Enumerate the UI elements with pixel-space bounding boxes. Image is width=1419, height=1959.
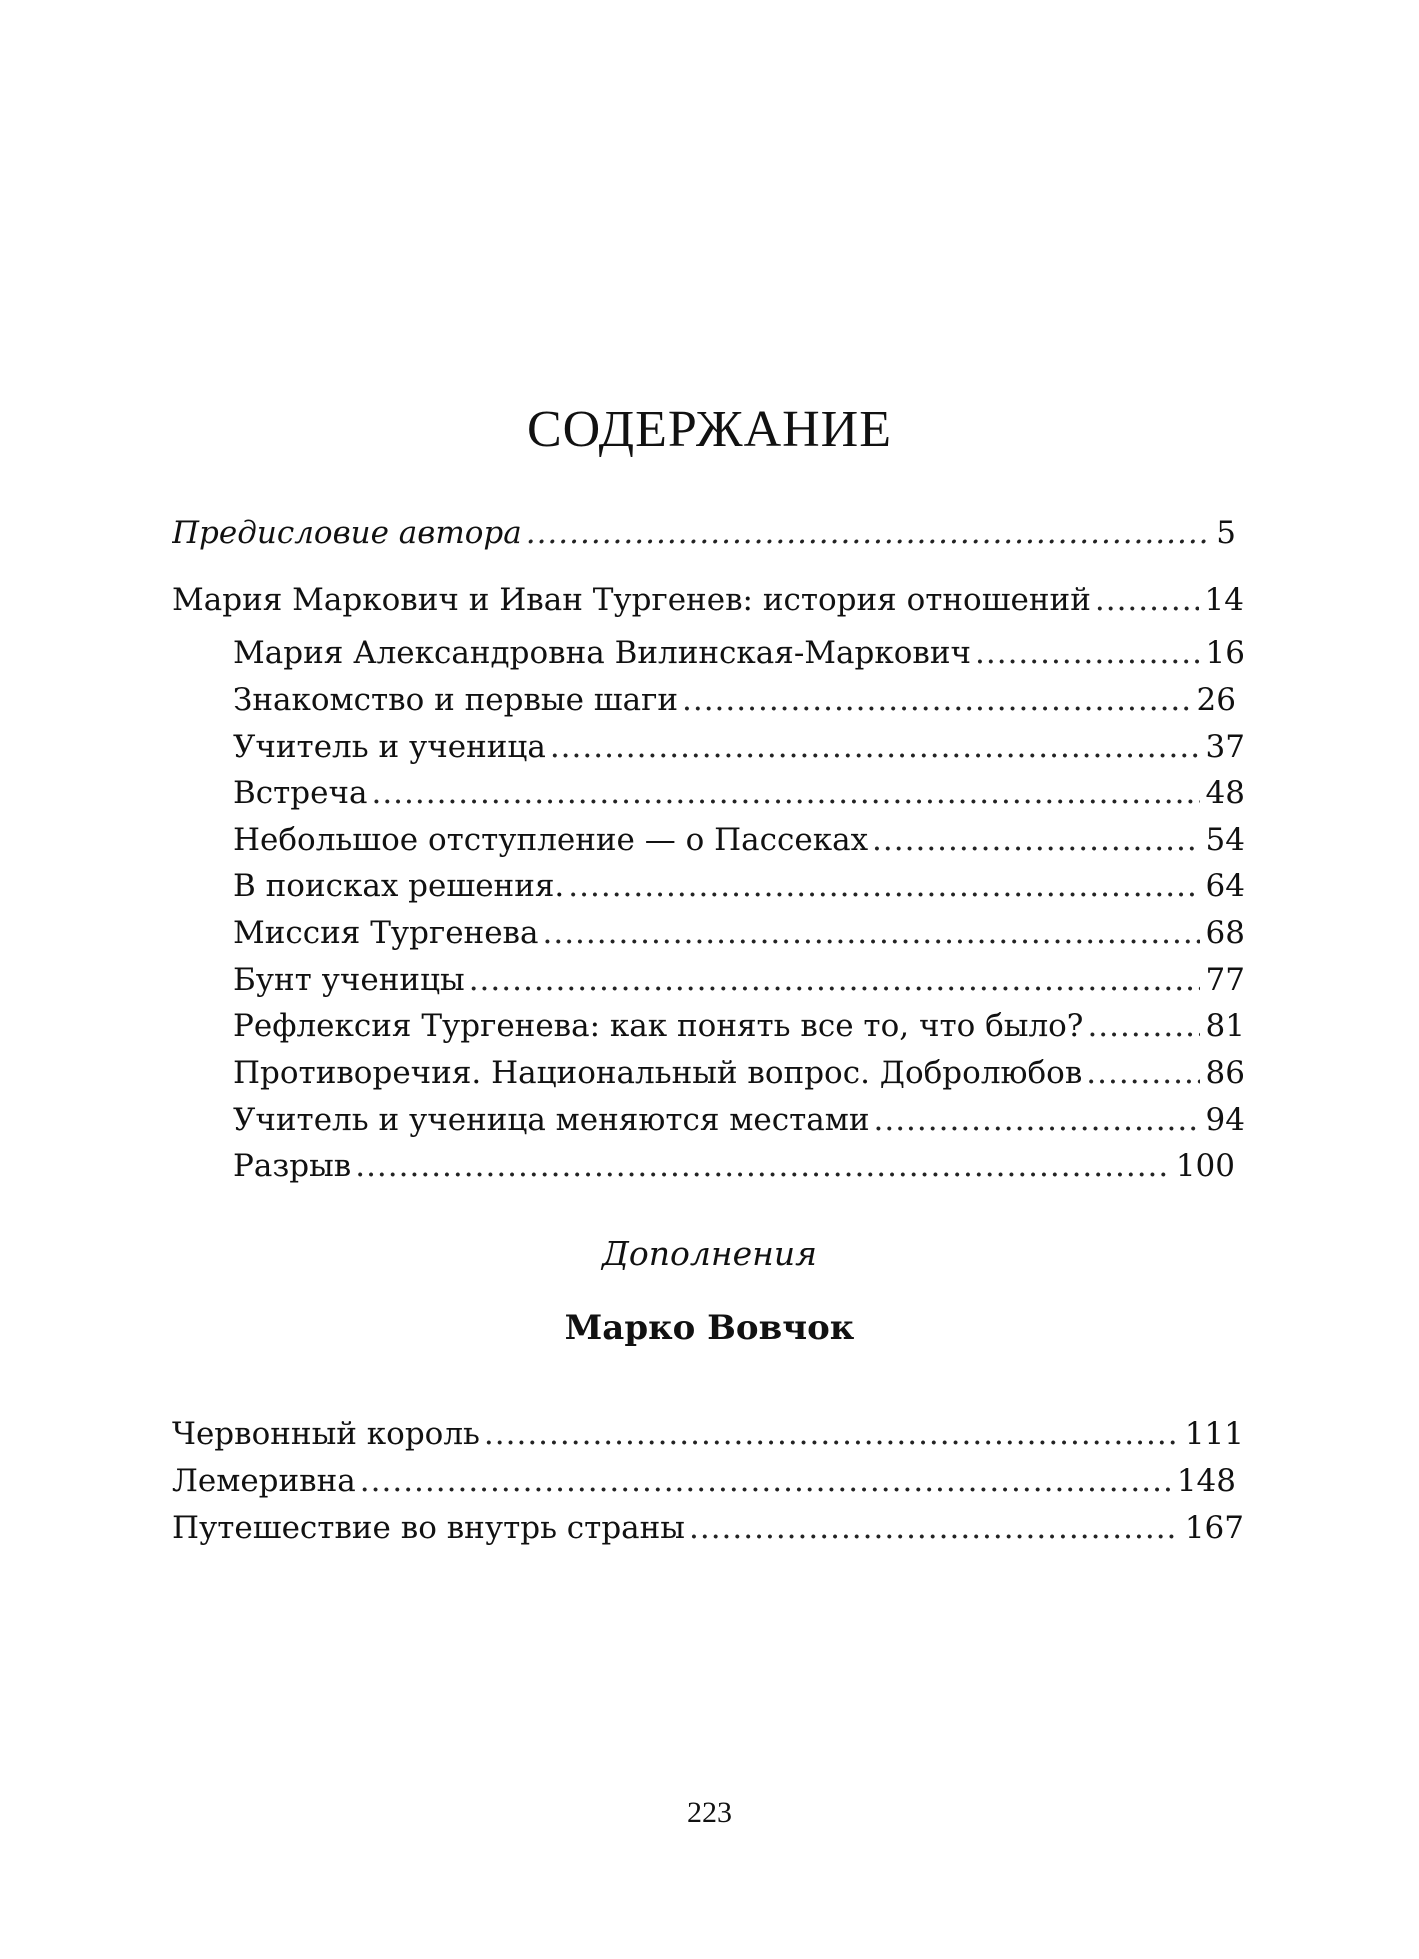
toc-entry-label: Знакомство и первые шаги xyxy=(233,682,678,718)
toc-entry-page: 68 xyxy=(1205,915,1245,951)
toc-entry-label: Червонный король xyxy=(172,1416,480,1452)
toc-entry-label: Встреча xyxy=(233,775,368,811)
toc-entry-page: 167 xyxy=(1184,1510,1244,1546)
toc-entry xyxy=(172,1508,1244,1548)
toc-entry-label: Путешествие во внутрь страны xyxy=(172,1510,685,1546)
toc-entry-label: Миссия Тургенева xyxy=(233,915,539,951)
toc-entry-page: 64 xyxy=(1205,868,1245,904)
toc-title: СОДЕРЖАНИЕ xyxy=(527,401,892,458)
dot-leader xyxy=(1087,1006,1199,1046)
toc-entry xyxy=(233,960,1245,1000)
dot-leader xyxy=(355,1146,1170,1186)
toc-entry-label: Предисловие автора xyxy=(172,515,522,551)
toc-entry-page: 148 xyxy=(1176,1463,1236,1499)
toc-entry xyxy=(233,913,1245,953)
toc-entry-page: 37 xyxy=(1205,729,1245,765)
toc-entry-label: Разрыв xyxy=(233,1148,352,1184)
toc-entry-label: Мария Маркович и Иван Тургенев: история отношений xyxy=(172,582,1091,618)
toc-entry-page: 54 xyxy=(1205,822,1245,858)
dot-leader xyxy=(543,913,1200,953)
page-number: 223 xyxy=(687,1796,732,1829)
toc-entry-page: 16 xyxy=(1205,635,1245,671)
dot-leader xyxy=(526,513,1211,553)
toc-entry-page: 26 xyxy=(1196,682,1236,718)
dot-leader xyxy=(872,820,1200,860)
toc-entry-page: 14 xyxy=(1204,582,1244,618)
toc-entry-label: Бунт ученицы xyxy=(233,962,465,998)
dot-leader xyxy=(1086,1053,1199,1093)
toc-entry xyxy=(233,1006,1245,1046)
toc-entry-page: 111 xyxy=(1184,1416,1244,1452)
supplement-section-label: Дополнения xyxy=(602,1234,817,1273)
supplement-author-heading: Марко Вовчок xyxy=(564,1308,855,1348)
toc-entry-label: Лемеривна xyxy=(172,1463,356,1499)
toc-entry xyxy=(172,1414,1244,1454)
dot-leader xyxy=(371,773,1199,813)
toc-entry-label: Мария Александровна Вилинская-Маркович xyxy=(233,635,972,671)
dot-leader xyxy=(469,960,1200,1000)
toc-entry xyxy=(233,820,1245,860)
toc-entry-page: 86 xyxy=(1205,1055,1245,1091)
toc-entry-page: 77 xyxy=(1205,962,1245,998)
toc-entry xyxy=(233,1146,1235,1186)
toc-entry-label: Противоречия. Национальный вопрос. Добролюбов xyxy=(233,1055,1083,1091)
dot-leader xyxy=(682,680,1191,720)
dot-leader xyxy=(568,866,1199,906)
toc-entry-label: Рефлексия Тургенева: как понять все то, что было? xyxy=(233,1008,1084,1044)
toc-entry xyxy=(233,680,1236,720)
toc-entry-page: 48 xyxy=(1205,775,1245,811)
toc-entry xyxy=(172,513,1236,553)
toc-entry xyxy=(233,727,1245,767)
toc-entry-page: 5 xyxy=(1216,515,1236,551)
toc-entry xyxy=(233,866,1245,906)
toc-entry-label: Учитель и ученица меняются местами xyxy=(233,1102,870,1138)
toc-entry xyxy=(233,633,1245,673)
toc-entry xyxy=(172,1461,1236,1501)
toc-entry xyxy=(233,1053,1245,1093)
dot-leader xyxy=(975,633,1200,673)
dot-leader xyxy=(484,1414,1179,1454)
toc-entry-page: 94 xyxy=(1205,1102,1245,1138)
dot-leader xyxy=(1095,580,1199,620)
toc-entry-label: Учитель и ученица xyxy=(233,729,546,765)
toc-entry xyxy=(233,1100,1245,1140)
toc-entry-page: 81 xyxy=(1205,1008,1245,1044)
toc-entry-label: Небольшое отступление — о Пассеках xyxy=(233,822,869,858)
toc-entry-label: В поисках решения. xyxy=(233,868,565,904)
dot-leader xyxy=(550,727,1200,767)
toc-entry xyxy=(172,580,1244,620)
dot-leader xyxy=(360,1461,1171,1501)
toc-entry-page: 100 xyxy=(1175,1148,1235,1184)
dot-leader xyxy=(873,1100,1199,1140)
toc-entry xyxy=(233,773,1245,813)
dot-leader xyxy=(689,1508,1179,1548)
